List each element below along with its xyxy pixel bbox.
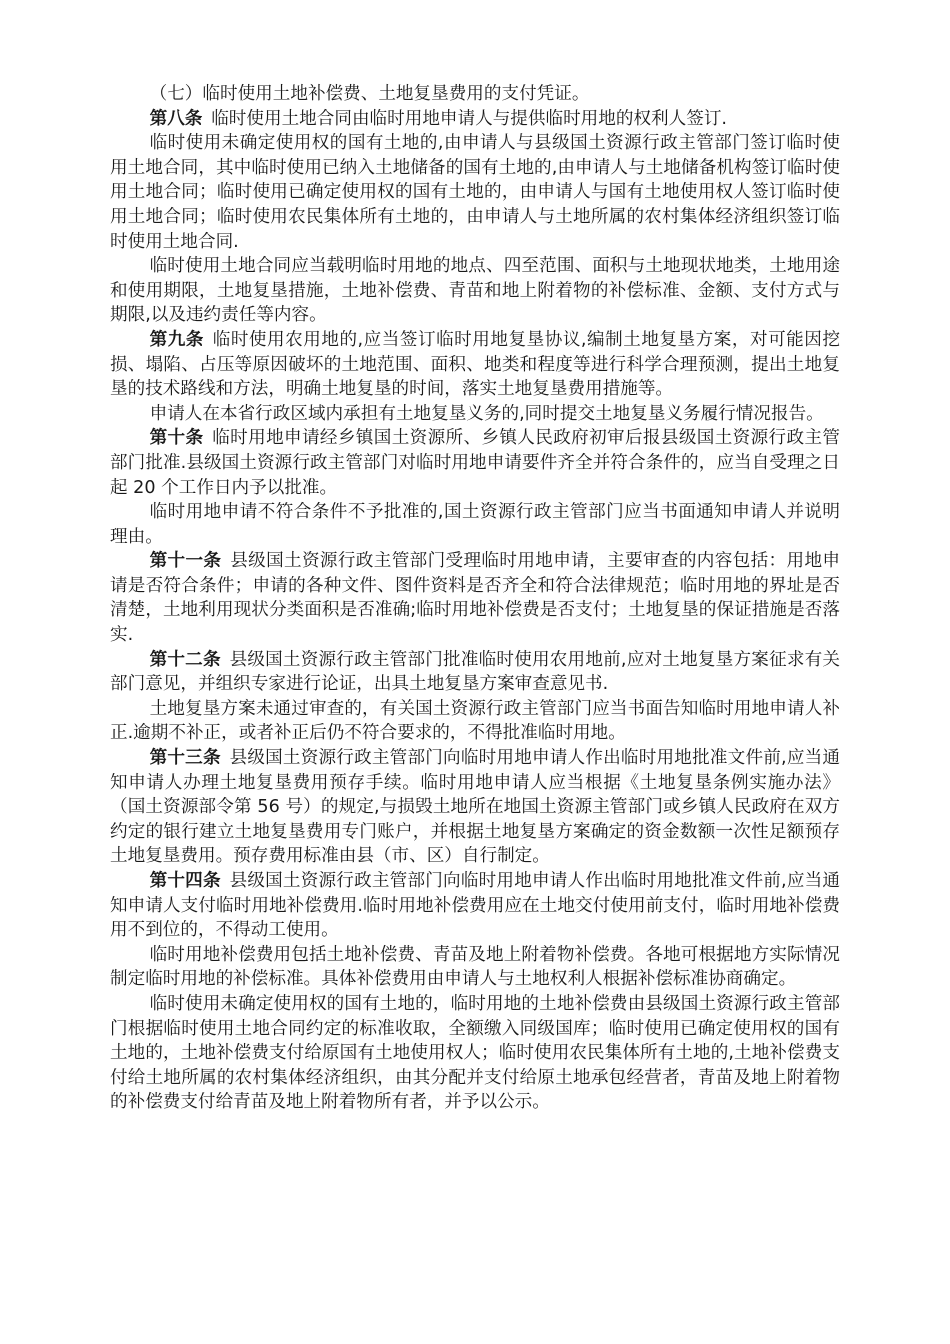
article-9-paragraph (110, 328, 840, 402)
paragraph-text: 临时使用未确定使用权的国有土地的，临时用地的土地补偿费由县级国土资源行政主管部门根据临时使用土地合同约定的标准收取，全额缴入同级国库；临时使用已确定使用权的国有土地的，土地补偿费支付给原国有土地使用权人；临时使用农民集体所有土地的,土地补偿费支付给土地所属的农村集体经济组织，由其分配并支付给原土地承包经营者，青苗及地上附着物的补偿费支付给青苗及地上附着物所有者，并予以公示。 (110, 993, 840, 1113)
paragraph (110, 697, 840, 746)
paragraph-text: 临时使用农用地的,应当签订临时用地复垦协议,编制土地复垦方案，对可能因挖损、塌陷、占压等原因破坏的土地范围、面积、地类和程度等进行科学合理预测，提出土地复垦的技术路线和方法，明确土地复垦的时间，落实土地复垦费用措施等。 (110, 329, 840, 400)
article-11-paragraph (110, 549, 840, 647)
article-number: 第十四条 (149, 871, 221, 891)
article-12-paragraph (110, 648, 840, 697)
paragraph-text: 临时用地申请不符合条件不予批准的,国土资源行政主管部门应当书面通知申请人并说明理由。 (110, 502, 840, 547)
paragraph-text: 临时使用土地合同应当载明临时用地的地点、四至范围、面积与土地现状地类，土地用途和使用期限，土地复垦措施，土地补偿费、青苗和地上附着物的补偿标准、金额、支付方式与期限,以及违约责任等内容。 (110, 256, 840, 326)
paragraph-text: 临时用地补偿费用包括土地补偿费、青苗及地上附着物补偿费。各地可根据地方实际情况制定临时用地的补偿标准。具体补偿费用由申请人与土地权利人根据补偿标准协商确定。 (110, 944, 840, 990)
paragraph-text: 县级国土资源行政主管部门向临时用地申请人作出临时用地批准文件前,应当通知申请人办理土地复垦费用预存手续。临时用地申请人应当根据《土地复垦条例实施办法》（国土资源部令第 56 号）的规定,与损毁土地所在地国土资源主管部门或乡镇人民政府在双方约定的银行建立土地复垦费用专门账户，并根据土地复垦方案确定的资金数额一次性足额预存土地复垦费用。预存费用标准由县（市、区）自行制定。 (110, 748, 840, 867)
paragraph-text: 临时用地申请经乡镇国土资源所、乡镇人民政府初审后报县级国土资源行政主管部门批准.县级国土资源行政主管部门对临时用地申请要件齐全并符合条件的，应当自受理之日起 20 个工作日内予以批准。 (110, 428, 840, 498)
article-8-paragraph (110, 107, 840, 132)
paragraph-text: 土地复垦方案未通过审查的，有关国土资源行政主管部门应当书面告知临时用地申请人补正.逾期不补正，或者补正后仍不符合要求的，不得批准临时用地。 (110, 698, 840, 744)
article-number: 第十一条 (149, 551, 222, 572)
paragraph-text: 申请人在本省行政区域内承担有土地复垦义务的,同时提交土地复垦义务履行情况报告。 (149, 403, 824, 424)
paragraph-text: 县级国土资源行政主管部门受理临时用地申请，主要审查的内容包括：用地申请是否符合条件；申请的各种文件、图件资料是否齐全和符合法律规范；临时用地的界址是否清楚，土地利用现状分类面积是否准确;临时用地补偿费是否支付；土地复垦的保证措施是否落实. (110, 551, 840, 646)
paragraph (110, 254, 840, 328)
article-10-paragraph (110, 426, 840, 500)
paragraph-text: 临时使用土地合同由临时用地申请人与提供临时用地的权利人签订. (211, 108, 728, 129)
document-page (110, 82, 840, 1115)
paragraph (110, 500, 840, 549)
paragraph-text: 县级国土资源行政主管部门向临时用地申请人作出临时用地批准文件前,应当通知申请人支付临时用地补偿费用.临时用地补偿费用应在土地交付使用前支付，临时用地补偿费用不到位的，不得动工使用。 (110, 871, 840, 941)
article-number: 第十条 (149, 428, 204, 449)
article-number: 第十二条 (149, 649, 221, 670)
paragraph-text: 县级国土资源行政主管部门批准临时使用农用地前,应对土地复垦方案征求有关部门意见，并组织专家进行论证，出具土地复垦方案审查意见书. (110, 649, 840, 695)
paragraph (110, 992, 840, 1115)
paragraph-item-7 (110, 82, 840, 107)
paragraph (110, 402, 840, 427)
article-14-paragraph (110, 869, 840, 943)
paragraph-text: 临时使用未确定使用权的国有土地的,由申请人与县级国土资源行政主管部门签订临时使用土地合同，其中临时使用已纳入土地储备的国有土地的,由申请人与土地储备机构签订临时使用土地合同；临时使用已确定使用权的国有土地的，由申请人与国有土地使用权人签订临时使用土地合同；临时使用农民集体所有土地的，由申请人与土地所属的农村集体经济组织签订临时使用土地合同. (110, 133, 840, 252)
paragraph-text: （七）临时使用土地补偿费、土地复垦费用的支付凭证。 (149, 84, 590, 104)
article-number: 第十三条 (149, 748, 221, 769)
article-13-paragraph (110, 746, 840, 869)
paragraph (110, 131, 840, 254)
article-number: 第八条 (149, 108, 203, 129)
paragraph (110, 943, 840, 992)
article-number: 第九条 (149, 329, 204, 350)
